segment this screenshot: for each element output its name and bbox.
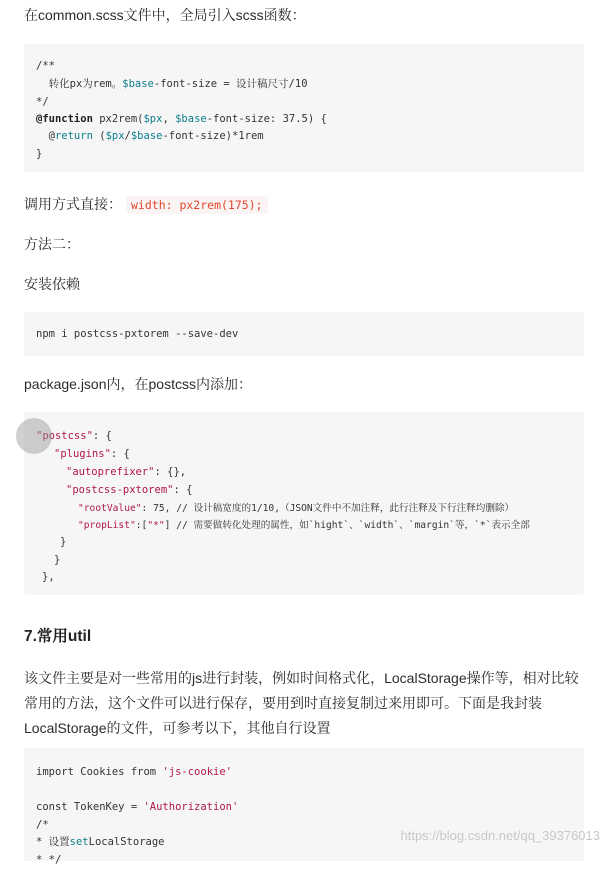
- code-line: /**: [36, 60, 55, 72]
- code-line: npm i postcss-pxtorem --save-dev: [36, 328, 239, 340]
- code-line: const TokenKey = 'Authorization': [36, 801, 239, 813]
- code-line: "postcss-pxtorem": {: [66, 484, 193, 496]
- code-line: * */: [36, 854, 62, 866]
- code-line: },: [42, 571, 55, 583]
- method2-text: 方法二：: [24, 236, 80, 252]
- code-block-postcss: [24, 412, 584, 595]
- code-block-npm: [24, 312, 584, 356]
- code-block-js: [24, 748, 584, 866]
- cursor-indicator: [16, 418, 52, 454]
- pkg-text: package.json内，在postcss内添加：: [24, 376, 252, 392]
- code-line: }: [54, 554, 61, 566]
- code-line: "autoprefixer": {},: [66, 466, 187, 478]
- intro-text: 在common.scss文件中，全局引入scss函数：: [24, 7, 306, 23]
- code-line: "rootValue": 75, // 设计稿宽度的1/10,（JSON文件中不加注释，此行注释及下行注释均删除）: [78, 503, 515, 514]
- inline-code: width: px2rem(175);: [126, 196, 268, 214]
- usage-text: 调用方式直接： width: px2rem(175);: [24, 193, 268, 216]
- paragraph: 该文件主要是对一些常用的js进行封装，例如时间格式化，LocalStorage操作等，相对比较常用的方法，这个文件可以进行保存，要用到时直接复制过来用即可。下面是我封装LocalStorage的文件，可参考以下，其他自行设置: [24, 670, 579, 736]
- section-heading: 7.常用util: [24, 628, 92, 645]
- code-line: import Cookies from 'js-cookie': [36, 766, 232, 778]
- code-block-scss: [24, 44, 584, 172]
- code-line: /*: [36, 819, 49, 831]
- code-line: "plugins": {: [54, 448, 130, 460]
- code-line: "propList":["*"] // 需要做转化处理的属性，如`hight`、`width`、`margin`等，`*`表示全部: [78, 520, 530, 531]
- code-line: 转化px为rem。$base-font-size = 设计稿尺寸/10: [36, 78, 308, 90]
- code-line: * 设置setLocalStorage: [36, 836, 165, 848]
- install-text: 安装依赖: [24, 276, 80, 292]
- code-line: }: [36, 148, 43, 160]
- code-line: @function px2rem($px, $base-font-size: 37.5) {: [36, 113, 327, 125]
- watermark: https://blog.csdn.net/qq_39376013: [400, 828, 600, 843]
- code-line: */: [36, 96, 49, 108]
- code-line: }: [60, 536, 67, 548]
- code-line: @return ($px/$base-font-size)*1rem: [36, 130, 264, 142]
- code-line: "postcss": {: [36, 430, 112, 442]
